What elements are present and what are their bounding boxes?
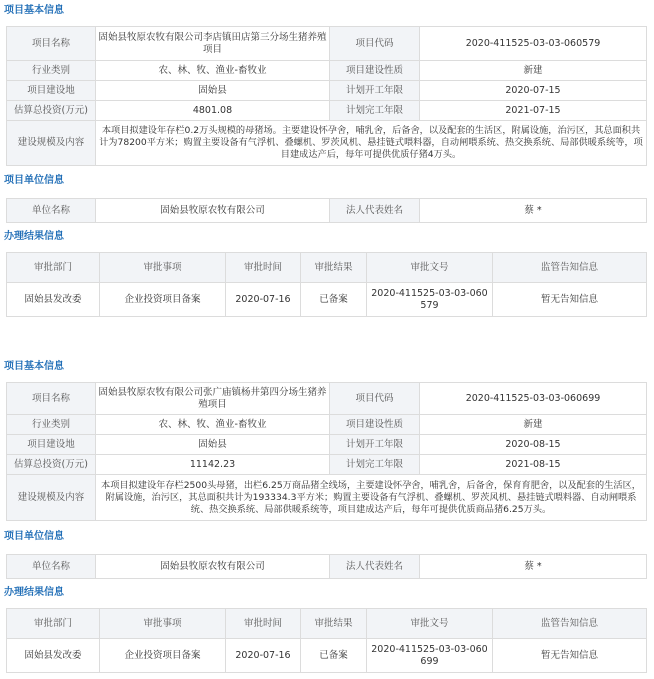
legal-rep-label: 法人代表姓名: [330, 555, 420, 579]
table-row: [7, 383, 647, 415]
table-header-row: [7, 609, 647, 639]
nature-value: 新建: [420, 61, 647, 81]
cell-time: 2020-07-16: [226, 283, 301, 317]
project-name-value: 固始县牧原农牧有限公司张广庙镇杨井第四分场生猪养殖项目: [96, 383, 330, 415]
start-value: 2020-07-15: [420, 81, 647, 101]
scale-value: 本项目拟建设年存栏2500头母猪，出栏6.25万商品猪全线场，主要建设怀孕舍，哺乳舍，后备舍，保育育肥舍，以及配套的生活区，附属设施，治污区，其总面积共计为193334.3平方米；购置主要设备有气浮机、叠螺机、罗茨风机、悬挂链式喂料器、自动闸喂系统、热交换系统、局部供暖系统等，项目建成达产后，每年可提供优质商品猪6.25万头。: [96, 475, 647, 521]
header-item: 审批事项: [100, 253, 226, 283]
nature-value: 新建: [420, 415, 647, 435]
table-row: [7, 27, 647, 61]
end-value: 2021-08-15: [420, 455, 647, 475]
header-time: 审批时间: [226, 609, 301, 639]
investment-label: 估算总投资(万元): [7, 101, 96, 121]
legal-rep-value: 蔡 *: [420, 555, 647, 579]
cell-time: 2020-07-16: [226, 639, 301, 673]
unit-info-title: 项目单位信息: [4, 175, 64, 186]
cell-item: 企业投资项目备案: [100, 283, 226, 317]
header-result: 审批结果: [301, 609, 367, 639]
industry-value: 农、林、牧、渔业-畜牧业: [96, 61, 330, 81]
industry-value: 农、林、牧、渔业-畜牧业: [96, 415, 330, 435]
table-row: [7, 101, 647, 121]
project-code-label: 项目代码: [330, 27, 420, 61]
header-notice: 监管告知信息: [493, 253, 647, 283]
header-time: 审批时间: [226, 253, 301, 283]
basic-info-table: [6, 382, 647, 521]
cell-dept: 固始县发改委: [7, 639, 100, 673]
table-row: [7, 475, 647, 521]
table-row: [7, 81, 647, 101]
cell-doc-no: 2020-411525-03-03-060579: [367, 283, 493, 317]
investment-value: 4801.08: [96, 101, 330, 121]
header-result: 审批结果: [301, 253, 367, 283]
unit-info-title: 项目单位信息: [4, 531, 64, 542]
project-name-label: 项目名称: [7, 27, 96, 61]
nature-label: 项目建设性质: [330, 61, 420, 81]
location-label: 项目建设地: [7, 435, 96, 455]
cell-result: 已备案: [301, 283, 367, 317]
industry-label: 行业类别: [7, 415, 96, 435]
table-row: [7, 121, 647, 166]
cell-item: 企业投资项目备案: [100, 639, 226, 673]
result-info-table: [6, 252, 647, 317]
end-label: 计划完工年限: [330, 101, 420, 121]
basic-info-title: 项目基本信息: [4, 361, 64, 372]
header-dept: 审批部门: [7, 609, 100, 639]
unit-name-value: 固始县牧原农牧有限公司: [96, 555, 330, 579]
legal-rep-value: 蔡 *: [420, 199, 647, 223]
project-code-label: 项目代码: [330, 383, 420, 415]
cell-notice: 暂无告知信息: [493, 639, 647, 673]
project-name-label: 项目名称: [7, 383, 96, 415]
table-row: [7, 415, 647, 435]
legal-rep-label: 法人代表姓名: [330, 199, 420, 223]
location-value: 固始县: [96, 81, 330, 101]
start-value: 2020-08-15: [420, 435, 647, 455]
unit-name-value: 固始县牧原农牧有限公司: [96, 199, 330, 223]
cell-result: 已备案: [301, 639, 367, 673]
table-row: [7, 455, 647, 475]
header-notice: 监管告知信息: [493, 609, 647, 639]
scale-label: 建设规模及内容: [7, 475, 96, 521]
result-info-title: 办理结果信息: [4, 587, 64, 598]
location-value: 固始县: [96, 435, 330, 455]
cell-notice: 暂无告知信息: [493, 283, 647, 317]
result-info-table: [6, 608, 647, 673]
investment-value: 11142.23: [96, 455, 330, 475]
table-row: [7, 555, 647, 579]
table-header-row: [7, 253, 647, 283]
unit-name-label: 单位名称: [7, 555, 96, 579]
unit-info-table: [6, 198, 647, 223]
unit-name-label: 单位名称: [7, 199, 96, 223]
table-row: [7, 61, 647, 81]
table-row: [7, 639, 647, 673]
start-label: 计划开工年限: [330, 435, 420, 455]
cell-doc-no: 2020-411525-03-03-060699: [367, 639, 493, 673]
basic-info-title: 项目基本信息: [4, 5, 64, 16]
end-value: 2021-07-15: [420, 101, 647, 121]
basic-info-table: [6, 26, 647, 166]
project-name-value: 固始县牧原农牧有限公司李店镇田店第三分场生猪养殖项目: [96, 27, 330, 61]
table-row: [7, 199, 647, 223]
industry-label: 行业类别: [7, 61, 96, 81]
unit-info-table: [6, 554, 647, 579]
header-item: 审批事项: [100, 609, 226, 639]
scale-label: 建设规模及内容: [7, 121, 96, 166]
table-row: [7, 283, 647, 317]
nature-label: 项目建设性质: [330, 415, 420, 435]
project-code-value: 2020-411525-03-03-060579: [420, 27, 647, 61]
location-label: 项目建设地: [7, 81, 96, 101]
table-row: [7, 435, 647, 455]
scale-value: 本项目拟建设年存栏0.2万头规模的母猪场。主要建设怀孕舍，哺乳舍，后备舍，以及配套的生活区，附属设施，治污区，其总面积共计为78200平方米；购置主要设备有气浮机、叠螺机、罗茨风机、悬挂链式喂料器，自动闸喂系统、热交换系统、局部供暖系统等，项目建成达产后，每年可提供优质仔猪4万头。: [96, 121, 647, 166]
investment-label: 估算总投资(万元): [7, 455, 96, 475]
result-info-title: 办理结果信息: [4, 231, 64, 242]
header-doc-no: 审批文号: [367, 609, 493, 639]
end-label: 计划完工年限: [330, 455, 420, 475]
project-code-value: 2020-411525-03-03-060699: [420, 383, 647, 415]
header-dept: 审批部门: [7, 253, 100, 283]
header-doc-no: 审批文号: [367, 253, 493, 283]
start-label: 计划开工年限: [330, 81, 420, 101]
cell-dept: 固始县发改委: [7, 283, 100, 317]
